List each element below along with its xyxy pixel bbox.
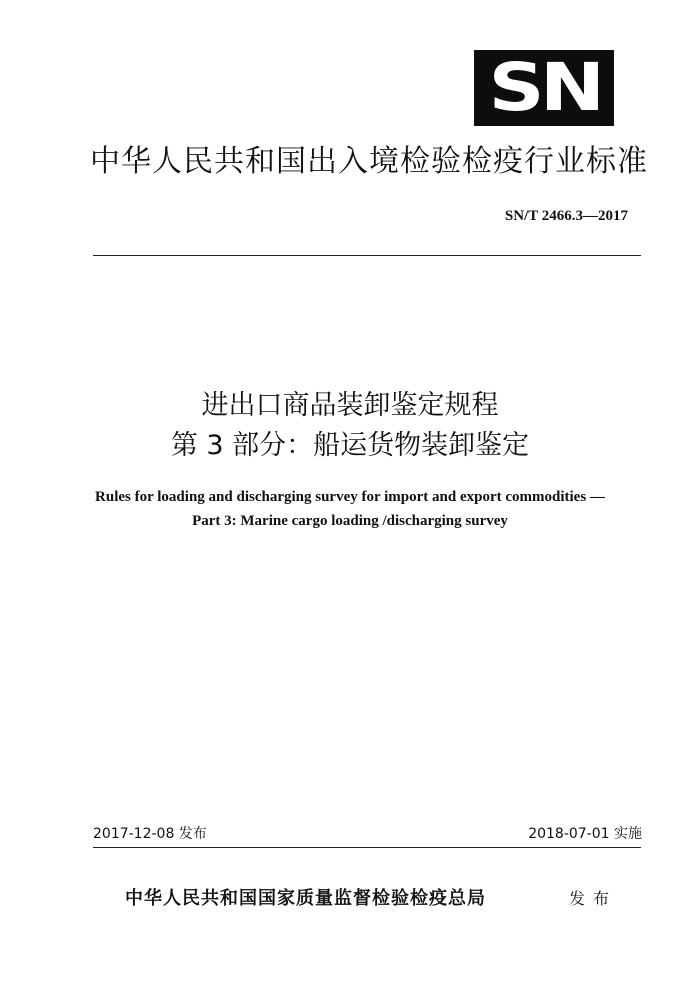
implementation-date: 2018-07-01 实施 <box>528 826 642 842</box>
english-title-line-1: Rules for loading and discharging survey for import and export commodities — <box>95 489 605 505</box>
header-divider <box>93 255 641 256</box>
footer-divider <box>93 847 641 848</box>
industry-standard-title: 中华人民共和国出入境检验检疫行业标准 <box>90 144 648 179</box>
english-title-line-2: Part 3: Marine cargo loading /discharging survey <box>192 513 508 529</box>
sn-logo <box>474 50 614 126</box>
chinese-title-line-2: 第 3 部分：船运货物装卸鉴定 <box>170 430 530 461</box>
standard-number: SN/T 2466.3—2017 <box>504 208 628 224</box>
sn-logo-text: SN <box>488 49 600 126</box>
chinese-title-line-1: 进出口商品装卸鉴定规程 <box>201 390 499 421</box>
issue-date: 2017-12-08 发布 <box>93 826 207 842</box>
publisher-name: 中华人民共和国国家质量监督检验检疫总局 <box>125 888 486 909</box>
publish-label: 发布 <box>569 889 618 908</box>
